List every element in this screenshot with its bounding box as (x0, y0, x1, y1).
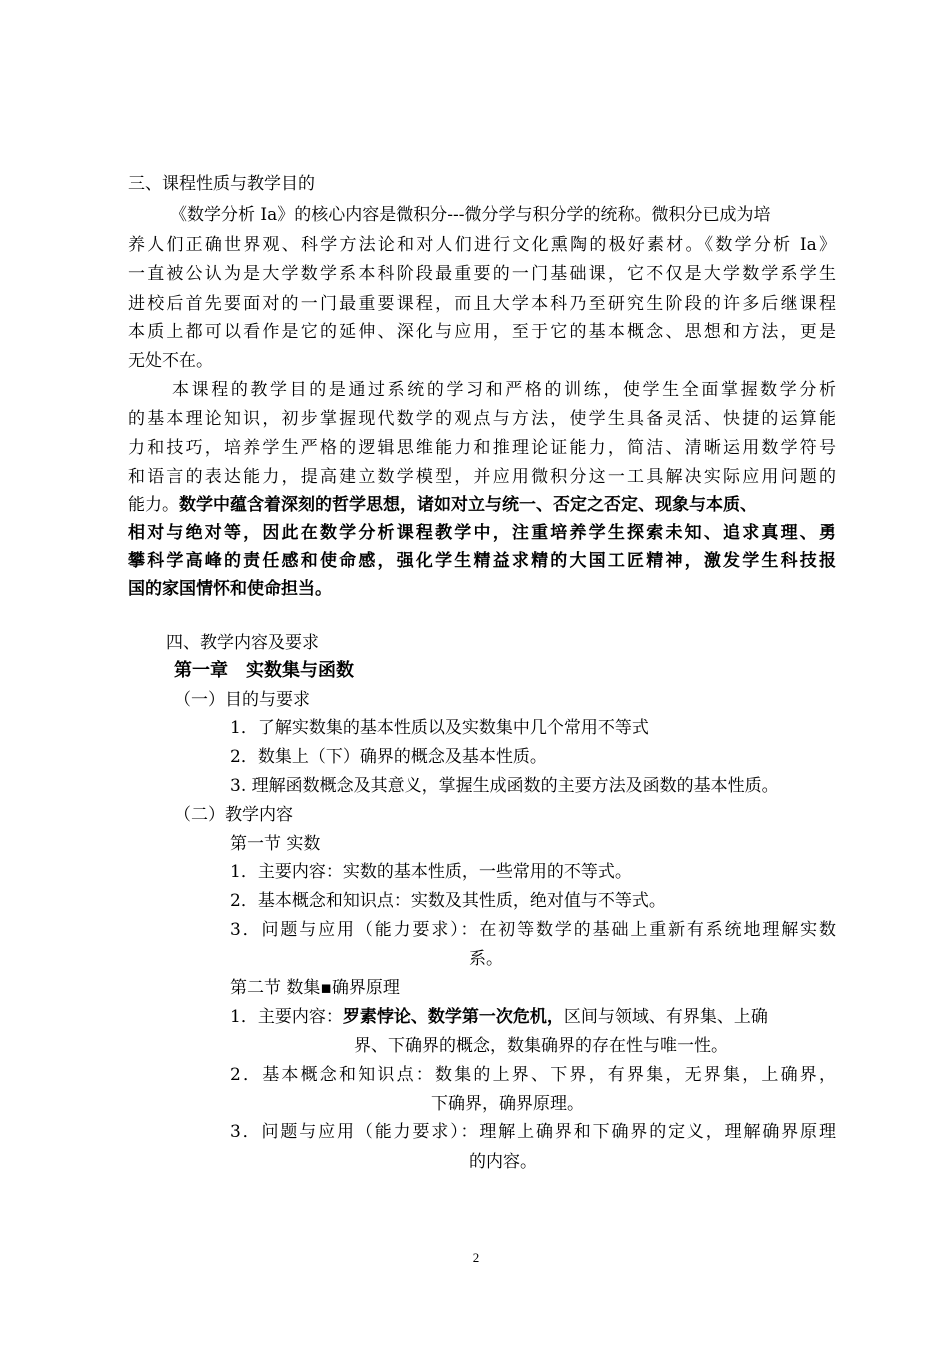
emphasis-text: 数学中蕴含着深刻的哲学思想，诸如对立与统一、否定之否定、现象与本质、 (179, 495, 757, 515)
paragraph-line: 和语言的表达能力，提高建立数学模型，并应用微积分这一工具解决实际应用问题的 (128, 467, 836, 487)
section-2-item: 3．问题与应用（能力要求）：理解上确界和下确界的定义，理解确界原理 (230, 1122, 836, 1142)
section-3-heading: 三、课程性质与教学目的 (128, 174, 315, 194)
paragraph-line: 的基本理论知识，初步掌握现代数学的观点与方法，使学生具备灵活、快捷的运算能 (128, 409, 836, 429)
section-4-heading: 四、教学内容及要求 (166, 633, 319, 653)
emphasis-text: 罗素悖论、数学第一次危机， (342, 1007, 564, 1027)
goal-item: 1．了解实数集的基本性质以及实数集中几个常用不等式 (230, 718, 649, 738)
section-1-title: 第一节 实数 (230, 834, 321, 854)
section-2-title: 第二节 数集▪确界原理 (230, 978, 400, 998)
paragraph-line: 力和技巧，培养学生严格的逻辑思维能力和推理论证能力，简洁、清晰运用数学符号 (128, 438, 836, 458)
paragraph-text: 能力。 (128, 495, 179, 515)
paragraph-line: 一直被公认为是大学数学系本科阶段最重要的一门基础课，它不仅是大学数学系学生 (128, 264, 836, 284)
paragraph-line: 本质上都可以看作是它的延伸、深化与应用，至于它的基本概念、思想和方法，更是 (128, 322, 836, 342)
emphasis-line: 国的家国情怀和使命担当。 (128, 579, 332, 599)
item-prefix: 1．主要内容： (230, 1007, 343, 1027)
section-1-item: 3．问题与应用（能力要求）：在初等数学的基础上重新有系统地理解实数 (230, 920, 836, 940)
paragraph-line: 无处不在。 (128, 351, 213, 371)
section-2-item-cont: 下确界，确界原理。 (431, 1094, 584, 1114)
section-2-item: 2．基本概念和知识点：数集的上界、下界，有界集，无界集，上确界， (230, 1065, 836, 1085)
item-text: 区间与领域、有界集、上确 (563, 1007, 768, 1027)
section-2-item-cont: 的内容。 (469, 1152, 537, 1172)
goals-heading: （一）目的与要求 (174, 690, 310, 710)
section-2-item (230, 1005, 836, 1029)
goal-item: 2．数集上（下）确界的概念及基本性质。 (230, 747, 547, 767)
page-number: 2 (472, 1250, 480, 1265)
section-1-item: 1．主要内容：实数的基本性质，一些常用的不等式。 (230, 862, 632, 882)
emphasis-line: 相对与绝对等，因此在数学分析课程教学中，注重培养学生探索未知、追求真理、勇 (128, 523, 836, 543)
paragraph-line (128, 493, 836, 517)
paragraph-line: 《数学分析 Ia》的核心内容是微积分---微分学与积分学的统称。微积分已成为培 (170, 205, 771, 225)
paragraph-line: 本课程的教学目的是通过系统的学习和严格的训练，使学生全面掌握数学分析 (172, 380, 836, 400)
paragraph-line: 进校后首先要面对的一门最重要课程，而且大学本科乃至研究生阶段的许多后继课程 (128, 294, 836, 314)
content-heading: （二）教学内容 (174, 805, 293, 825)
section-1-item-cont: 系。 (469, 949, 503, 969)
section-1-item: 2．基本概念和知识点：实数及其性质，绝对值与不等式。 (230, 891, 666, 911)
goal-item: 3. 理解函数概念及其意义，掌握生成函数的主要方法及函数的基本性质。 (230, 776, 779, 796)
section-2-item-cont: 界、下确界的概念，数集确界的存在性与唯一性。 (354, 1036, 728, 1056)
chapter-1-title: 第一章 实数集与函数 (174, 660, 354, 681)
paragraph-line: 养人们正确世界观、科学方法论和对人们进行文化熏陶的极好素材。《数学分析 Ia》 (128, 235, 836, 255)
emphasis-line: 攀科学高峰的责任感和使命感，强化学生精益求精的大国工匠精神，激发学生科技报 (128, 551, 836, 571)
